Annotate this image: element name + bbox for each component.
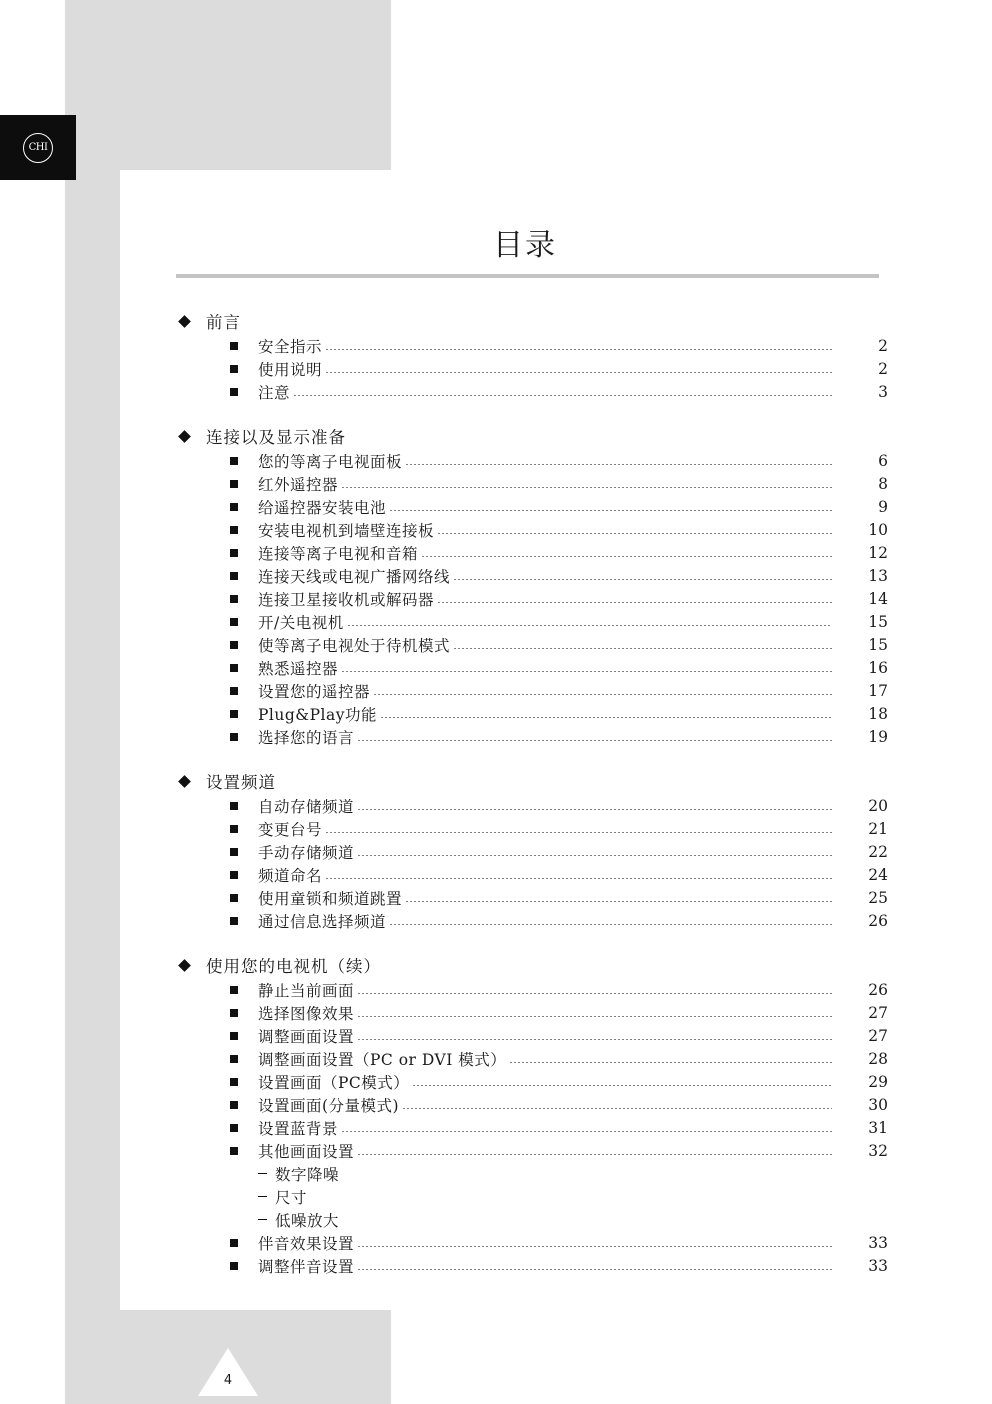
entry-label: 设置画面(分量模式) bbox=[258, 1096, 400, 1115]
dot-leader bbox=[405, 464, 832, 465]
square-bullet-icon bbox=[230, 664, 238, 672]
entry-page-number: 3 bbox=[878, 382, 888, 401]
toc-entry[interactable] bbox=[176, 840, 888, 863]
dot-leader bbox=[389, 924, 832, 925]
background-band-left bbox=[65, 0, 120, 1404]
square-bullet-icon bbox=[230, 572, 238, 580]
toc-entry[interactable] bbox=[176, 541, 888, 564]
toc-entry[interactable] bbox=[176, 1116, 888, 1139]
section-title: 连接以及显示准备 bbox=[206, 428, 346, 447]
dash-bullet-icon bbox=[258, 1196, 267, 1198]
dot-leader bbox=[389, 510, 832, 511]
section-heading bbox=[176, 423, 888, 449]
entry-label: 静止当前画面 bbox=[258, 981, 355, 1000]
diamond-bullet-icon bbox=[178, 315, 191, 328]
toc-subitem[interactable] bbox=[176, 1208, 888, 1231]
entry-page-number: 22 bbox=[868, 842, 888, 861]
language-tab bbox=[0, 115, 76, 180]
entry-label: 红外遥控器 bbox=[258, 475, 339, 494]
square-bullet-icon bbox=[230, 595, 238, 603]
entry-page-number: 10 bbox=[868, 520, 888, 539]
square-bullet-icon bbox=[230, 986, 238, 994]
entry-label: 频道命名 bbox=[258, 866, 323, 885]
subitem-label: 数字降噪 bbox=[275, 1165, 340, 1184]
toc-entry[interactable] bbox=[176, 587, 888, 610]
square-bullet-icon bbox=[230, 480, 238, 488]
square-bullet-icon bbox=[230, 687, 238, 695]
entry-page-number: 28 bbox=[868, 1049, 888, 1068]
toc-entry[interactable] bbox=[176, 656, 888, 679]
dot-leader bbox=[380, 717, 832, 718]
entry-page-number: 13 bbox=[868, 566, 888, 585]
dot-leader bbox=[357, 1269, 832, 1270]
dot-leader bbox=[357, 1016, 832, 1017]
toc-entry[interactable] bbox=[176, 1093, 888, 1116]
entry-page-number: 31 bbox=[868, 1118, 888, 1137]
square-bullet-icon bbox=[230, 710, 238, 718]
entry-label: 调整伴音设置 bbox=[258, 1257, 355, 1276]
entry-page-number: 21 bbox=[868, 819, 888, 838]
dash-bullet-icon bbox=[258, 1219, 267, 1221]
title-divider bbox=[176, 274, 879, 278]
entry-page-number: 33 bbox=[868, 1233, 888, 1252]
section-heading bbox=[176, 768, 888, 794]
square-bullet-icon bbox=[230, 917, 238, 925]
entry-page-number: 14 bbox=[868, 589, 888, 608]
dot-leader bbox=[357, 740, 832, 741]
page-number: 4 bbox=[223, 1373, 233, 1388]
square-bullet-icon bbox=[230, 526, 238, 534]
dot-leader bbox=[341, 487, 832, 488]
toc-entry[interactable] bbox=[176, 725, 888, 748]
dot-leader bbox=[325, 832, 832, 833]
dot-leader bbox=[357, 809, 832, 810]
entry-page-number: 26 bbox=[868, 911, 888, 930]
page-number-triangle-icon bbox=[198, 1348, 258, 1396]
dot-leader bbox=[325, 372, 832, 373]
entry-page-number: 24 bbox=[868, 865, 888, 884]
entry-label: 连接卫星接收机或解码器 bbox=[258, 590, 435, 609]
toc-entry[interactable] bbox=[176, 978, 888, 1001]
toc-entry[interactable] bbox=[176, 334, 888, 357]
dot-leader bbox=[437, 533, 832, 534]
toc-subitem[interactable] bbox=[176, 1185, 888, 1208]
entry-label: 自动存储频道 bbox=[258, 797, 355, 816]
toc-entry[interactable] bbox=[176, 633, 888, 656]
toc-entry[interactable] bbox=[176, 518, 888, 541]
dot-leader bbox=[357, 1154, 832, 1155]
square-bullet-icon bbox=[230, 457, 238, 465]
square-bullet-icon bbox=[230, 1032, 238, 1040]
entry-page-number: 15 bbox=[868, 635, 888, 654]
section-title: 设置频道 bbox=[206, 773, 276, 792]
square-bullet-icon bbox=[230, 848, 238, 856]
entry-label: 其他画面设置 bbox=[258, 1142, 355, 1161]
entry-label: 调整画面设置（PC or DVI 模式） bbox=[258, 1050, 507, 1069]
square-bullet-icon bbox=[230, 1101, 238, 1109]
entry-label: 通过信息选择频道 bbox=[258, 912, 387, 931]
square-bullet-icon bbox=[230, 1124, 238, 1132]
dot-leader bbox=[325, 878, 832, 879]
toc-section bbox=[176, 423, 888, 748]
dot-leader bbox=[453, 579, 832, 580]
dot-leader bbox=[293, 395, 832, 396]
diamond-bullet-icon bbox=[178, 430, 191, 443]
dot-leader bbox=[437, 602, 832, 603]
square-bullet-icon bbox=[230, 1009, 238, 1017]
square-bullet-icon bbox=[230, 1147, 238, 1155]
entry-page-number: 27 bbox=[868, 1026, 888, 1045]
square-bullet-icon bbox=[230, 388, 238, 396]
entry-label: 选择图像效果 bbox=[258, 1004, 355, 1023]
square-bullet-icon bbox=[230, 802, 238, 810]
toc-entry[interactable] bbox=[176, 817, 888, 840]
entry-label: 变更台号 bbox=[258, 820, 323, 839]
entry-label: 您的等离子电视面板 bbox=[258, 452, 403, 471]
entry-page-number: 9 bbox=[878, 497, 888, 516]
square-bullet-icon bbox=[230, 618, 238, 626]
dot-leader bbox=[412, 1085, 832, 1086]
dot-leader bbox=[357, 993, 832, 994]
entry-label: 安全指示 bbox=[258, 337, 323, 356]
entry-label: 开/关电视机 bbox=[258, 613, 344, 632]
entry-page-number: 17 bbox=[868, 681, 888, 700]
toc-section bbox=[176, 768, 888, 932]
entry-page-number: 19 bbox=[868, 727, 888, 746]
entry-page-number: 20 bbox=[868, 796, 888, 815]
toc-entry[interactable] bbox=[176, 794, 888, 817]
entry-label: 使用说明 bbox=[258, 360, 323, 379]
dot-leader bbox=[357, 1246, 832, 1247]
entry-page-number: 2 bbox=[878, 359, 888, 378]
entry-label: 安装电视机到墙壁连接板 bbox=[258, 521, 435, 540]
entry-page-number: 15 bbox=[868, 612, 888, 631]
square-bullet-icon bbox=[230, 342, 238, 350]
toc-entry[interactable] bbox=[176, 1047, 888, 1070]
entry-page-number: 32 bbox=[868, 1141, 888, 1160]
toc-entry[interactable] bbox=[176, 495, 888, 518]
dash-bullet-icon bbox=[258, 1173, 267, 1175]
square-bullet-icon bbox=[230, 825, 238, 833]
entry-page-number: 27 bbox=[868, 1003, 888, 1022]
table-of-contents bbox=[176, 308, 888, 1297]
square-bullet-icon bbox=[230, 733, 238, 741]
entry-label: 使用童锁和频道跳置 bbox=[258, 889, 403, 908]
entry-label: 使等离子电视处于待机模式 bbox=[258, 636, 451, 655]
section-heading bbox=[176, 308, 888, 334]
background-band-top bbox=[65, 0, 391, 170]
entry-label: 设置蓝背景 bbox=[258, 1119, 339, 1138]
toc-entry[interactable] bbox=[176, 1024, 888, 1047]
entry-page-number: 25 bbox=[868, 888, 888, 907]
toc-entry[interactable] bbox=[176, 886, 888, 909]
entry-label: 连接天线或电视广播网络线 bbox=[258, 567, 451, 586]
square-bullet-icon bbox=[230, 1078, 238, 1086]
entry-label: Plug&Play功能 bbox=[258, 705, 377, 724]
square-bullet-icon bbox=[230, 1055, 238, 1063]
dot-leader bbox=[373, 694, 832, 695]
toc-entry[interactable] bbox=[176, 863, 888, 886]
toc-entry[interactable] bbox=[176, 610, 888, 633]
toc-entry[interactable] bbox=[176, 472, 888, 495]
dot-leader bbox=[421, 556, 832, 557]
entry-label: 伴音效果设置 bbox=[258, 1234, 355, 1253]
section-title: 前言 bbox=[206, 313, 241, 332]
entry-label: 给遥控器安装电池 bbox=[258, 498, 387, 517]
square-bullet-icon bbox=[230, 503, 238, 511]
toc-entry[interactable] bbox=[176, 1139, 888, 1162]
dot-leader bbox=[453, 648, 832, 649]
entry-page-number: 26 bbox=[868, 980, 888, 999]
entry-page-number: 29 bbox=[868, 1072, 888, 1091]
dot-leader bbox=[357, 855, 832, 856]
entry-label: 连接等离子电视和音箱 bbox=[258, 544, 419, 563]
toc-section bbox=[176, 952, 888, 1277]
dot-leader bbox=[347, 625, 832, 626]
entry-label: 设置画面（PC模式） bbox=[258, 1073, 410, 1092]
toc-entry[interactable] bbox=[176, 564, 888, 587]
toc-entry[interactable] bbox=[176, 702, 888, 725]
entry-page-number: 2 bbox=[878, 336, 888, 355]
toc-entry[interactable] bbox=[176, 1001, 888, 1024]
toc-entry[interactable] bbox=[176, 679, 888, 702]
section-title: 使用您的电视机（续） bbox=[206, 957, 381, 976]
diamond-bullet-icon bbox=[178, 959, 191, 972]
square-bullet-icon bbox=[230, 549, 238, 557]
dot-leader bbox=[341, 671, 832, 672]
language-badge: CHI bbox=[23, 133, 53, 163]
toc-entry[interactable] bbox=[176, 449, 888, 472]
entry-page-number: 6 bbox=[878, 451, 888, 470]
toc-subitem[interactable] bbox=[176, 1162, 888, 1185]
entry-label: 选择您的语言 bbox=[258, 728, 355, 747]
subitem-label: 尺寸 bbox=[275, 1188, 308, 1207]
dot-leader bbox=[402, 1108, 832, 1109]
entry-label: 手动存储频道 bbox=[258, 843, 355, 862]
toc-entry[interactable] bbox=[176, 1070, 888, 1093]
section-heading bbox=[176, 952, 888, 978]
entry-label: 调整画面设置 bbox=[258, 1027, 355, 1046]
page-title: 目录 bbox=[493, 228, 557, 263]
entry-label: 注意 bbox=[258, 383, 291, 402]
toc-entry[interactable] bbox=[176, 909, 888, 932]
dot-leader bbox=[325, 349, 832, 350]
toc-entry[interactable] bbox=[176, 1231, 888, 1254]
entry-page-number: 33 bbox=[868, 1256, 888, 1275]
square-bullet-icon bbox=[230, 365, 238, 373]
entry-label: 设置您的遥控器 bbox=[258, 682, 371, 701]
entry-page-number: 8 bbox=[878, 474, 888, 493]
square-bullet-icon bbox=[230, 641, 238, 649]
square-bullet-icon bbox=[230, 1239, 238, 1247]
square-bullet-icon bbox=[230, 1262, 238, 1270]
subitem-label: 低噪放大 bbox=[275, 1211, 340, 1230]
entry-page-number: 12 bbox=[868, 543, 888, 562]
dot-leader bbox=[405, 901, 832, 902]
square-bullet-icon bbox=[230, 871, 238, 879]
dot-leader bbox=[509, 1062, 832, 1063]
toc-entry[interactable] bbox=[176, 380, 888, 403]
entry-page-number: 18 bbox=[868, 704, 888, 723]
entry-page-number: 16 bbox=[868, 658, 888, 677]
entry-label: 熟悉遥控器 bbox=[258, 659, 339, 678]
entry-page-number: 30 bbox=[868, 1095, 888, 1114]
dot-leader bbox=[341, 1131, 832, 1132]
dot-leader bbox=[357, 1039, 832, 1040]
square-bullet-icon bbox=[230, 894, 238, 902]
toc-entry[interactable] bbox=[176, 357, 888, 380]
toc-entry[interactable] bbox=[176, 1254, 888, 1277]
diamond-bullet-icon bbox=[178, 775, 191, 788]
toc-section bbox=[176, 308, 888, 403]
